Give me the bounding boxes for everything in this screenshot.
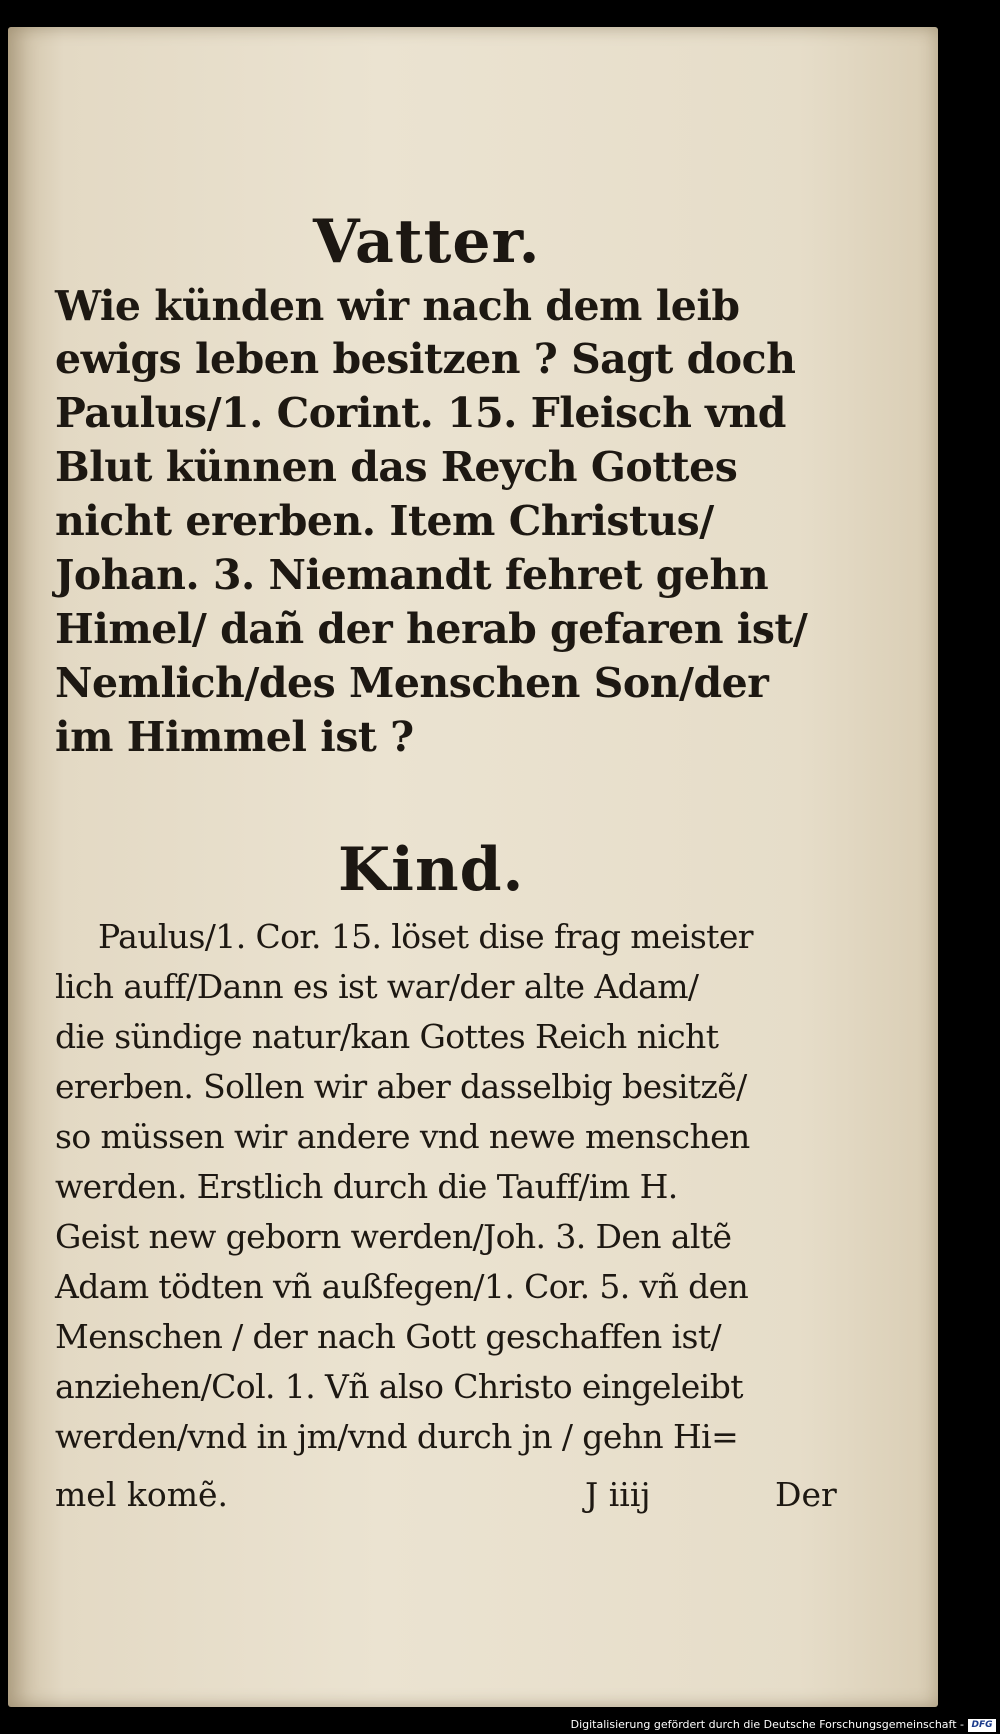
text-line: Menschen / der nach Gott geschaffen ist/: [55, 1317, 722, 1356]
dfg-logo: DFG: [968, 1719, 996, 1732]
text-line: so müssen wir andere vnd newe menschen: [55, 1117, 750, 1156]
signature-mark: J iiij: [585, 1475, 651, 1514]
text-line: Johan. 3. Niemandt fehret gehn: [55, 551, 769, 599]
catchword: Der: [775, 1475, 837, 1514]
text-line: mel komẽ.: [55, 1475, 229, 1514]
text-line: Nemlich/des Menschen Son/der: [55, 659, 769, 707]
text-line: Paulus/1. Corint. 15. Fleisch vnd: [55, 389, 786, 437]
text-line: Wie künden wir nach dem leib: [55, 282, 740, 330]
text-line: die sündige natur/kan Gottes Reich nicht: [55, 1017, 719, 1056]
text-line: Geist new geborn werden/Joh. 3. Den altẽ: [55, 1217, 732, 1256]
text-line: Himel/ dañ der herab gefaren ist/: [55, 605, 808, 653]
text-line: nicht ererben. Item Christus/: [55, 497, 714, 545]
text-line: Adam tödten vñ außfegen/1. Cor. 5. vñ den: [55, 1267, 749, 1306]
text-line: Blut künnen das Reych Gottes: [55, 443, 738, 491]
book-page: [8, 27, 938, 1707]
text-line: anziehen/Col. 1. Vñ also Christo eingeleibt: [55, 1367, 743, 1406]
heading-vatter: Vatter.: [313, 207, 541, 277]
text-line: im Himmel ist ?: [55, 713, 414, 761]
text-line: Paulus/1. Cor. 15. löset dise frag meister: [98, 917, 753, 956]
text-line: ewigs leben besitzen ? Sagt doch: [55, 335, 796, 383]
heading-kind: Kind.: [338, 835, 525, 905]
text-line: werden/vnd in jm/vnd durch jn / gehn Hi=: [55, 1417, 739, 1456]
text-line: lich auff/Dann es ist war/der alte Adam/: [55, 967, 699, 1006]
last-line-row: [55, 1475, 855, 1525]
digitization-credit: Digitalisierung gefördert durch die Deutsche Forschungsgemeinschaft -: [570, 1718, 964, 1731]
text-line: ererben. Sollen wir aber dasselbig besitzẽ/: [55, 1067, 747, 1106]
text-line: werden. Erstlich durch die Tauff/im H.: [55, 1167, 678, 1206]
